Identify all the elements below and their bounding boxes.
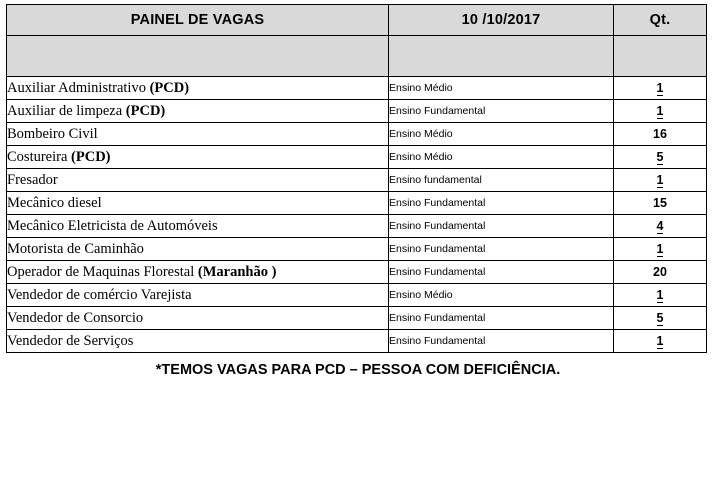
cell-quantity [614, 261, 707, 284]
cell-education: Ensino fundamental [389, 169, 614, 192]
spacer-cell-position [7, 36, 389, 77]
cell-education: Ensino Fundamental [389, 215, 614, 238]
quantity-value: 1 [656, 242, 664, 256]
cell-education: Ensino Fundamental [389, 330, 614, 353]
cell-quantity [614, 238, 707, 261]
position-label: Auxiliar Administrativo [7, 79, 150, 96]
position-label: Mecânico Eletricista de Automóveis [7, 217, 218, 234]
cell-education: Ensino Médio [389, 123, 614, 146]
position-label-emphasis: (PCD) [125, 102, 166, 119]
cell-position [7, 215, 389, 238]
position-label: Vendedor de Consorcio [7, 309, 144, 326]
position-label: Motorista de Caminhão [7, 240, 144, 257]
table-row [7, 330, 707, 353]
table-row [7, 284, 707, 307]
cell-position [7, 192, 389, 215]
position-label: Fresador [7, 171, 58, 188]
table-row [7, 100, 707, 123]
cell-position [7, 146, 389, 169]
position-label: Costureira [7, 148, 72, 165]
table-row [7, 192, 707, 215]
cell-quantity [614, 146, 707, 169]
cell-position [7, 100, 389, 123]
table-spacer-row [7, 36, 707, 77]
position-label: Auxiliar de limpeza [7, 102, 126, 119]
cell-position [7, 238, 389, 261]
quantity-value: 16 [653, 127, 667, 141]
column-header-date: 10 /10/2017 [389, 5, 614, 36]
column-header-position: PAINEL DE VAGAS [7, 5, 389, 36]
cell-education: Ensino Médio [389, 77, 614, 100]
cell-quantity [614, 100, 707, 123]
cell-position [7, 77, 389, 100]
cell-position [7, 123, 389, 146]
position-label: Mecânico diesel [7, 194, 102, 211]
cell-quantity [614, 307, 707, 330]
cell-quantity [614, 123, 707, 146]
table-row [7, 77, 707, 100]
table-header-row [7, 5, 707, 36]
spacer-cell-quantity [614, 36, 707, 77]
table-row [7, 261, 707, 284]
table-header [7, 5, 707, 36]
quantity-value: 1 [656, 104, 664, 118]
cell-position [7, 307, 389, 330]
cell-education: Ensino Fundamental [389, 238, 614, 261]
cell-position [7, 261, 389, 284]
cell-education: Ensino Fundamental [389, 261, 614, 284]
table-row [7, 169, 707, 192]
cell-education: Ensino Fundamental [389, 100, 614, 123]
cell-quantity [614, 192, 707, 215]
table-row [7, 238, 707, 261]
table-row [7, 307, 707, 330]
column-header-quantity: Qt. [614, 5, 707, 36]
cell-education: Ensino Fundamental [389, 307, 614, 330]
table-row [7, 123, 707, 146]
cell-position [7, 169, 389, 192]
position-label: Operador de Maquinas Florestal [7, 263, 198, 280]
cell-quantity [614, 77, 707, 100]
quantity-value: 15 [653, 196, 667, 210]
quantity-value: 4 [656, 219, 664, 233]
cell-quantity [614, 330, 707, 353]
quantity-value: 1 [656, 288, 664, 302]
quantity-value: 20 [653, 265, 667, 279]
quantity-value: 1 [656, 173, 664, 187]
cell-education: Ensino Fundamental [389, 192, 614, 215]
cell-position [7, 284, 389, 307]
quantity-value: 5 [656, 311, 664, 325]
footnote-text: *TEMOS VAGAS PARA PCD – PESSOA COM DEFICIÊNCIA. [155, 362, 561, 378]
position-label-emphasis: (PCD) [71, 148, 111, 165]
table-row [7, 215, 707, 238]
position-label: Bombeiro Civil [7, 125, 98, 142]
cell-quantity [614, 169, 707, 192]
vacancies-table [6, 4, 707, 353]
cell-education: Ensino Médio [389, 146, 614, 169]
position-label-emphasis: (PCD) [149, 79, 190, 96]
cell-position [7, 330, 389, 353]
cell-quantity [614, 215, 707, 238]
cell-education: Ensino Médio [389, 284, 614, 307]
table-body [7, 36, 707, 353]
table-row [7, 146, 707, 169]
quantity-value: 1 [656, 81, 664, 95]
cell-quantity [614, 284, 707, 307]
position-label: Vendedor de Serviços [7, 332, 134, 349]
spacer-cell-date [389, 36, 614, 77]
position-label-emphasis: (Maranhão ) [197, 263, 277, 280]
quantity-value: 5 [656, 150, 664, 164]
document-page [0, 4, 716, 486]
position-label: Vendedor de comércio Varejista [7, 286, 192, 303]
quantity-value: 1 [656, 334, 664, 348]
